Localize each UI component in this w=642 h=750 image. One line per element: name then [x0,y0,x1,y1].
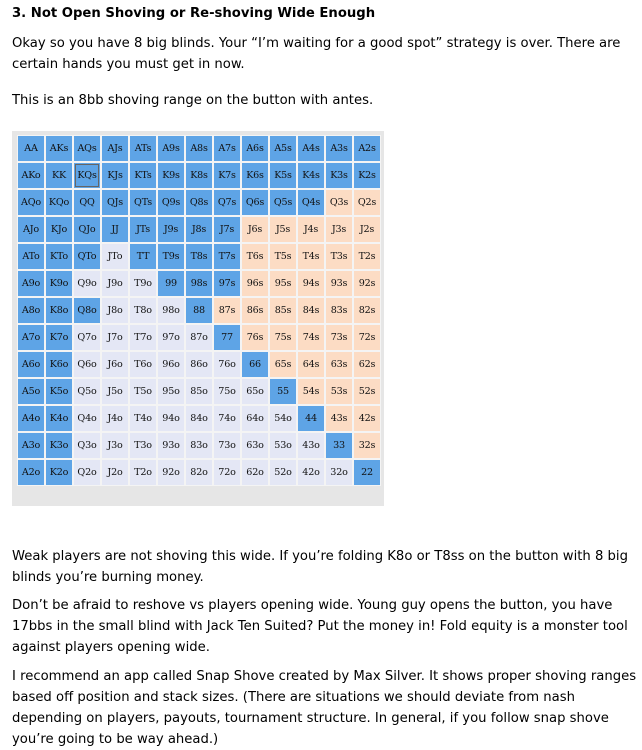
hand-cell-aqs: AQs [73,135,101,162]
hand-cell-a5o: A5o [17,378,45,405]
hand-cell-q5s: Q5s [269,189,297,216]
hand-cell-t5s: T5s [269,243,297,270]
hand-cell-jto: JTo [101,243,129,270]
hand-cell-t7s: T7s [213,243,241,270]
hand-cell-54o: 54o [269,405,297,432]
hand-cell-t8o: T8o [129,297,157,324]
hand-cell-j2s: J2s [353,216,381,243]
hand-cell-j6o: J6o [101,351,129,378]
hand-cell-k6s: K6s [241,162,269,189]
hand-cell-32o: 32o [325,459,353,486]
paragraph-weak-players: Weak players are not shoving this wide. If you’re folding K8o or T8ss on the button with 8 big blinds you’re burning money. [12,549,628,585]
hand-cell-a8s: A8s [185,135,213,162]
hand-cell-83o: 83o [185,432,213,459]
hand-cell-j7s: J7s [213,216,241,243]
hand-cell-52s: 52s [353,378,381,405]
hand-cell-44: 44 [297,405,325,432]
hand-cell-q8o: Q8o [73,297,101,324]
hand-cell-j4s: J4s [297,216,325,243]
hand-cell-j5o: J5o [101,378,129,405]
hand-cell-a6s: A6s [241,135,269,162]
hand-cell-q7o: Q7o [73,324,101,351]
hand-cell-aa: AA [17,135,45,162]
hand-cell-a4o: A4o [17,405,45,432]
hand-cell-ajs: AJs [101,135,129,162]
hand-cell-75s: 75s [269,324,297,351]
range-grid [17,135,379,486]
hand-cell-ako: AKo [17,162,45,189]
hand-cell-k4s: K4s [297,162,325,189]
hand-cell-q3o: Q3o [73,432,101,459]
hand-cell-84o: 84o [185,405,213,432]
hand-cell-92s: 92s [353,270,381,297]
hand-cell-t8s: T8s [185,243,213,270]
hand-cell-kk: KK [45,162,73,189]
hand-cell-96o: 96o [157,351,185,378]
hand-cell-96s: 96s [241,270,269,297]
hand-cell-j3o: J3o [101,432,129,459]
hand-cell-64o: 64o [241,405,269,432]
hand-cell-j2o: J2o [101,459,129,486]
hand-cell-42o: 42o [297,459,325,486]
hand-cell-ato: ATo [17,243,45,270]
hand-cell-q3s: Q3s [325,189,353,216]
hand-cell-73s: 73s [325,324,353,351]
hand-cell-t6s: T6s [241,243,269,270]
hand-cell-22: 22 [353,459,381,486]
hand-cell-k8s: K8s [185,162,213,189]
hand-cell-q9s: Q9s [157,189,185,216]
hand-cell-ats: ATs [129,135,157,162]
hand-cell-a5s: A5s [269,135,297,162]
hand-cell-t9s: T9s [157,243,185,270]
hand-cell-a9s: A9s [157,135,185,162]
paragraph-range-caption: This is an 8bb shoving range on the button with antes. [12,93,374,108]
hand-cell-62o: 62o [241,459,269,486]
hand-cell-83s: 83s [325,297,353,324]
hand-cell-k5s: K5s [269,162,297,189]
hand-cell-j3s: J3s [325,216,353,243]
hand-cell-q9o: Q9o [73,270,101,297]
hand-cell-87s: 87s [213,297,241,324]
hand-cell-q4o: Q4o [73,405,101,432]
hand-cell-j9s: J9s [157,216,185,243]
hand-cell-95s: 95s [269,270,297,297]
hand-cell-t2s: T2s [353,243,381,270]
hand-cell-t7o: T7o [129,324,157,351]
hand-cell-76s: 76s [241,324,269,351]
hand-cell-j4o: J4o [101,405,129,432]
hand-cell-98s: 98s [185,270,213,297]
hand-cell-qjo: QJo [73,216,101,243]
hand-cell-ajo: AJo [17,216,45,243]
hand-cell-t9o: T9o [129,270,157,297]
hand-cell-k7s: K7s [213,162,241,189]
hand-cell-kts: KTs [129,162,157,189]
hand-cell-a8o: A8o [17,297,45,324]
hand-cell-72o: 72o [213,459,241,486]
hand-cell-94o: 94o [157,405,185,432]
hand-cell-k3o: K3o [45,432,73,459]
hand-cell-k8o: K8o [45,297,73,324]
hand-cell-63s: 63s [325,351,353,378]
hand-cell-q5o: Q5o [73,378,101,405]
hand-cell-a6o: A6o [17,351,45,378]
hand-cell-a4s: A4s [297,135,325,162]
paragraph-app-recommendation: I recommend an app called Snap Shove created by Max Silver. It shows proper shoving ranges based off position and stack sizes. (There are situations we should deviate from nash depending on players, payouts, tournament structure. In general, if you follow snap shove you’re going to be way ahead.) [12,669,637,747]
hand-cell-k9o: K9o [45,270,73,297]
hand-cell-a2o: A2o [17,459,45,486]
hand-cell-97s: 97s [213,270,241,297]
hand-cell-k2o: K2o [45,459,73,486]
hand-cell-65s: 65s [269,351,297,378]
hand-cell-q8s: Q8s [185,189,213,216]
hand-cell-63o: 63o [241,432,269,459]
hand-cell-52o: 52o [269,459,297,486]
hand-cell-a9o: A9o [17,270,45,297]
hand-cell-kjs: KJs [101,162,129,189]
hand-cell-74s: 74s [297,324,325,351]
hand-cell-84s: 84s [297,297,325,324]
hand-cell-k5o: K5o [45,378,73,405]
hand-cell-92o: 92o [157,459,185,486]
hand-cell-k4o: K4o [45,405,73,432]
hand-cell-88: 88 [185,297,213,324]
hand-cell-93o: 93o [157,432,185,459]
hand-cell-jj: JJ [101,216,129,243]
hand-cell-kto: KTo [45,243,73,270]
hand-cell-k2s: K2s [353,162,381,189]
hand-cell-98o: 98o [157,297,185,324]
hand-cell-72s: 72s [353,324,381,351]
hand-cell-t5o: T5o [129,378,157,405]
hand-cell-k3s: K3s [325,162,353,189]
hand-cell-aks: AKs [45,135,73,162]
hand-cell-t2o: T2o [129,459,157,486]
hand-cell-43o: 43o [297,432,325,459]
hand-cell-aqo: AQo [17,189,45,216]
hand-cell-85o: 85o [185,378,213,405]
hand-cell-t3o: T3o [129,432,157,459]
hand-cell-q2s: Q2s [353,189,381,216]
hand-cell-qjs: QJs [101,189,129,216]
hand-cell-42s: 42s [353,405,381,432]
hand-cell-tt: TT [129,243,157,270]
hand-cell-87o: 87o [185,324,213,351]
hand-cell-j6s: J6s [241,216,269,243]
hand-cell-73o: 73o [213,432,241,459]
hand-cell-76o: 76o [213,351,241,378]
hand-cell-43s: 43s [325,405,353,432]
hand-cell-85s: 85s [269,297,297,324]
hand-cell-kjo: KJo [45,216,73,243]
hand-cell-qq: QQ [73,189,101,216]
hand-cell-t4o: T4o [129,405,157,432]
hand-cell-75o: 75o [213,378,241,405]
hand-cell-a3o: A3o [17,432,45,459]
hand-cell-54s: 54s [297,378,325,405]
hand-cell-qts: QTs [129,189,157,216]
hand-cell-a7s: A7s [213,135,241,162]
hand-cell-82o: 82o [185,459,213,486]
hand-cell-j5s: J5s [269,216,297,243]
hand-cell-q6s: Q6s [241,189,269,216]
hand-cell-74o: 74o [213,405,241,432]
hand-cell-82s: 82s [353,297,381,324]
hand-cell-55: 55 [269,378,297,405]
hand-cell-53o: 53o [269,432,297,459]
hand-cell-a7o: A7o [17,324,45,351]
hand-cell-62s: 62s [353,351,381,378]
hand-cell-53s: 53s [325,378,353,405]
hand-cell-86s: 86s [241,297,269,324]
hand-cell-65o: 65o [241,378,269,405]
hand-cell-77: 77 [213,324,241,351]
hand-cell-a2s: A2s [353,135,381,162]
hand-cell-k6o: K6o [45,351,73,378]
paragraph-intro: Okay so you have 8 big blinds. Your “I’m waiting for a good spot” strategy is over. There are certain hands you must get in now. [12,36,621,72]
hand-cell-j8s: J8s [185,216,213,243]
hand-cell-k7o: K7o [45,324,73,351]
hand-cell-86o: 86o [185,351,213,378]
hand-cell-t4s: T4s [297,243,325,270]
hand-cell-66: 66 [241,351,269,378]
hand-cell-qto: QTo [73,243,101,270]
hand-cell-32s: 32s [353,432,381,459]
hand-cell-q4s: Q4s [297,189,325,216]
hand-cell-q7s: Q7s [213,189,241,216]
hand-cell-99: 99 [157,270,185,297]
hand-cell-t3s: T3s [325,243,353,270]
hand-cell-j7o: J7o [101,324,129,351]
hand-cell-jts: JTs [129,216,157,243]
hand-cell-j9o: J9o [101,270,129,297]
hand-cell-q6o: Q6o [73,351,101,378]
hand-cell-93s: 93s [325,270,353,297]
hand-cell-j8o: J8o [101,297,129,324]
hand-cell-94s: 94s [297,270,325,297]
section-heading: 3. Not Open Shoving or Re-shoving Wide Enough [12,6,376,21]
shove-range-chart [12,131,384,506]
hand-cell-a3s: A3s [325,135,353,162]
hand-cell-33: 33 [325,432,353,459]
hand-cell-q2o: Q2o [73,459,101,486]
hand-cell-kqs: KQs [73,162,101,189]
hand-cell-kqo: KQo [45,189,73,216]
hand-cell-t6o: T6o [129,351,157,378]
hand-cell-97o: 97o [157,324,185,351]
paragraph-reshove: Don’t be afraid to reshove vs players opening wide. Young guy opens the button, you have 17bbs in the small blind with Jack Ten Suited? Put the money in! Fold equity is a monster tool against players opening wide. [12,598,628,655]
hand-cell-k9s: K9s [157,162,185,189]
hand-cell-64s: 64s [297,351,325,378]
hand-cell-95o: 95o [157,378,185,405]
